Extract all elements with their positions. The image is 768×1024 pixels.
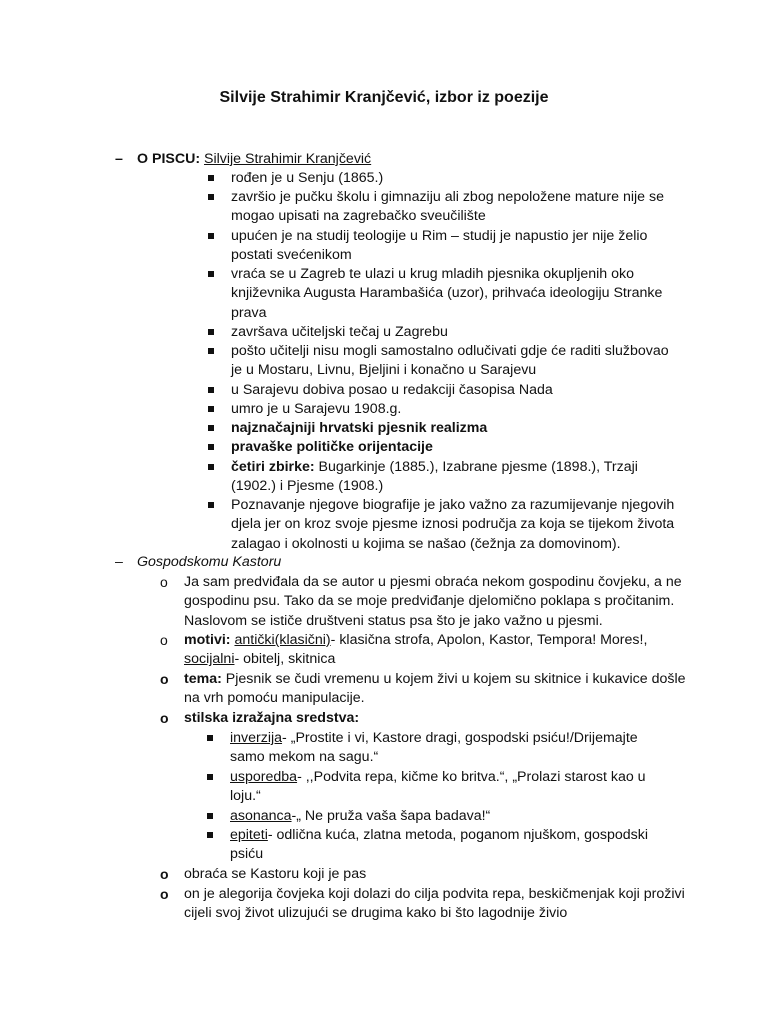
- device-item: inverzija- „Prostite i vi, Kastore dragi, gospodski psiću!/Drijemajte samo mekom na sagu.“: [230, 730, 638, 766]
- bio-item: u Sarajevu dobiva posao u redakciji časopisa Nada: [231, 382, 553, 398]
- bio-item: najznačajniji hrvatski pjesnik realizma: [231, 420, 488, 436]
- device-item: usporedba- ,,Podvita repa, kičme ko britva.“, „Prolazi starost kao u loju.“: [230, 769, 646, 805]
- device-item: asonanca-„ Ne pruža vaša šapa badava!“: [230, 808, 491, 824]
- bio-item: umro je u Sarajevu 1908.g.: [231, 401, 402, 417]
- about-label: O PISCU:: [137, 151, 201, 167]
- circle-bullet-icon: o: [160, 632, 168, 648]
- poem-theme: o tema: Pjesnik se čudi vremenu u kojem živi u kojem su skitnice i kukavice došle na vrh pomoću manipulacije.: [160, 671, 686, 707]
- circle-bullet-icon: o: [160, 671, 169, 687]
- poem-allegory: o on je alegorija čovjeka koji dolazi do cilja podvita repa, beskičmenjak koji proživi cijeli svoj život ulizujući se drugima kako bi što lagodnije živio: [160, 886, 685, 922]
- poem-addressee: o obraća se Kastoru koji je pas: [160, 865, 690, 884]
- device-item: epiteti- odlična kuća, zlatna metoda, poganom njuškom, gospodski psiću: [230, 827, 648, 863]
- bio-item: Poznavanje njegove biografije je jako važno za razumijevanje njegovih djela jer on kroz svoje pjesme iznosi područja za koja se tijekom života zalagao i okolnosti u kojima se našao (čežnja za domovinom).: [231, 497, 675, 552]
- poem-devices-heading: o stilska izražajna sredstva:: [160, 709, 690, 728]
- circle-bullet-icon: o: [160, 574, 168, 590]
- bio-item: završio je pučku školu i gimnaziju ali zbog nepoložene mature nije se mogao upisati na zagrebačko sveučilište: [231, 189, 664, 225]
- circle-bullet-icon: o: [160, 886, 169, 902]
- document-title: Silvije Strahimir Kranjčević, izbor iz poezije: [219, 89, 549, 106]
- bio-item: vraća se u Zagreb te ulazi u krug mladih pjesnika okupljenih oko književnika Augusta Harambašića (uzor), prihvaća ideologiju Stranke prava: [231, 266, 663, 321]
- bio-item: pravaške političke orijentacije: [231, 439, 433, 455]
- bio-item-collections: četiri zbirke: Bugarkinje (1885.), Izabrane pjesme (1898.), Trzaji (1902.) i Pjesme (1908.): [231, 459, 638, 495]
- bio-item: završava učiteljski tečaj u Zagrebu: [231, 324, 448, 340]
- dash-marker: –: [115, 554, 123, 570]
- dash-marker: –: [115, 151, 123, 167]
- bio-item: rođen je u Senju (1865.): [231, 170, 384, 186]
- poem-title: Gospodskomu Kastoru: [137, 554, 282, 570]
- poem-motifs: o motivi: antički(klasični)- klasična strofa, Apolon, Kastor, Tempora! Mores!, socijalni- obitelj, skitnica: [160, 632, 648, 668]
- circle-bullet-icon: o: [160, 710, 169, 726]
- bio-item: upućen je na studij teologije u Rim – studij je napustio jer nije želio postati svećenikom: [231, 228, 648, 264]
- poem-intro: o Ja sam predviđala da se autor u pjesmi obraća nekom gospodinu čovjeku, a ne gospodinu psu. Tako da se moje predviđanje djelomično poklapa s pročitanim. Naslovom se ističe društveni status psa što je jako važno u pjesmi.: [160, 574, 682, 629]
- circle-bullet-icon: o: [160, 866, 169, 882]
- bio-item: pošto učitelji nisu mogli samostalno odlučivati gdje će raditi službovao je u Mostaru, Livnu, Bjeljini i konačno u Sarajevu: [231, 343, 669, 379]
- author-name: Silvije Strahimir Kranjčević: [204, 151, 372, 167]
